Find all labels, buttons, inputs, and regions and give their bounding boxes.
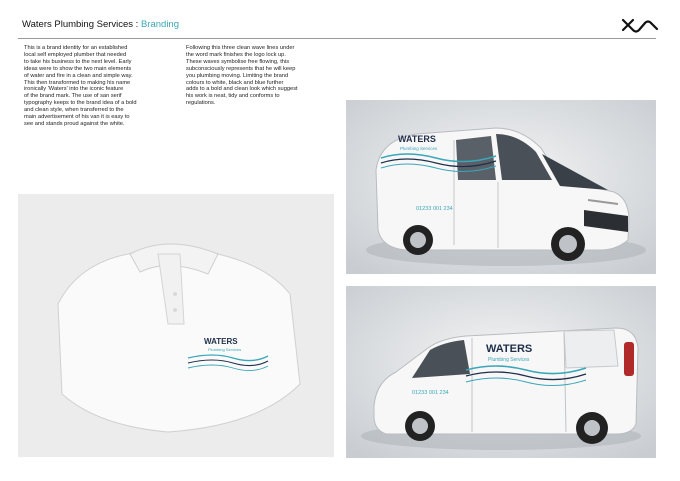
page-title: Waters Plumbing Services : bbox=[22, 19, 141, 30]
van-logo-text: WATERS bbox=[398, 134, 436, 144]
polo-shirt-photo bbox=[18, 194, 334, 457]
svg-text:Plumbing Services: Plumbing Services bbox=[488, 357, 530, 363]
svg-text:Plumbing Services: Plumbing Services bbox=[400, 146, 438, 151]
page-header bbox=[22, 19, 179, 30]
svg-text:01233 001 234: 01233 001 234 bbox=[412, 390, 449, 396]
svg-text:WATERS: WATERS bbox=[486, 343, 533, 355]
wave-logo-icon bbox=[619, 11, 659, 39]
section-label: Branding bbox=[140, 19, 179, 30]
body-column-1: This is a brand identity for an established local self employed plumber that needed to take his business to the next level. Early ideas were to show the two main elements of water and fire in a clean and simple way. This then transformed to making his name ironically 'Waters' into the iconic feature of the brand mark. The use of san serif typography keeps to the brand idea of a bold and clean style, when transferred to the main advertisement of his van it is easy to see and stands proud against the white. bbox=[24, 45, 137, 127]
svg-text:Plumbing Services: Plumbing Services bbox=[208, 347, 242, 352]
svg-text:01233 001 234: 01233 001 234 bbox=[416, 206, 453, 212]
van-rear-photo bbox=[346, 286, 656, 458]
header-divider bbox=[18, 38, 656, 39]
body-column-2: Following this three clean wave lines under the word mark finishes the logo lock up. These waves symbolise free flowing, this subconsciously represents that he will keep you plumbing moving. Limiting the brand colours to white, black and blue further adds to a bold and clean look which suggest his work is neat, tidy and conforms to regulations. bbox=[186, 45, 298, 107]
van-front-photo bbox=[346, 100, 656, 274]
svg-text:WATERS: WATERS bbox=[204, 337, 238, 346]
